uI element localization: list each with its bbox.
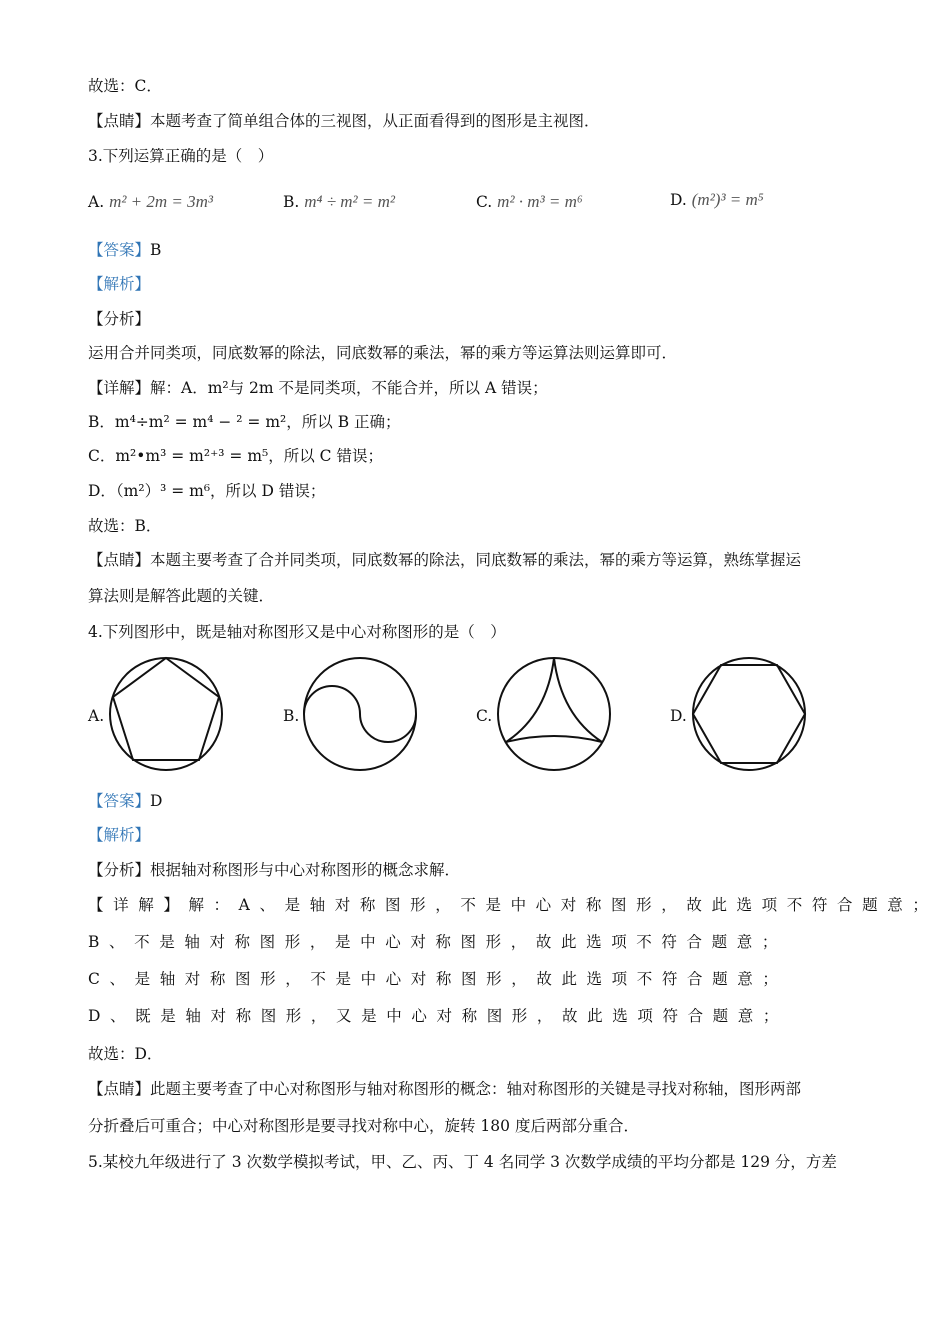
detail-3-c: C．m²•m³ = m²⁺³ = m⁵，所以 C 错误； <box>88 447 383 465</box>
q4-label-d: D. <box>670 707 687 725</box>
detail-3-b: B．m⁴÷m² = m⁴ − ² = m²，所以 B 正确； <box>88 413 401 431</box>
q4-label-a: A. <box>88 707 105 725</box>
q3-option-c: C. m² · m³ = m⁶ <box>476 192 583 211</box>
q3-option-b-expr: m⁴ ÷ m² = m² <box>304 192 396 211</box>
answer-3: 【答案】B <box>88 241 162 259</box>
detail-4-line1: 【详解】解：A、是轴对称图形，不是中心对称图形，故此选项不符合题意； <box>88 896 938 914</box>
q4-label-c: C. <box>476 707 493 725</box>
q3-option-d-expr: (m²)³ = m⁵ <box>691 190 764 209</box>
detail-3-d: D．（m²）³ = m⁶，所以 D 错误； <box>88 482 326 500</box>
choice-3: 故选：B． <box>88 517 162 535</box>
comment-4-line2: 分折叠后可重合；中心对称图形是要寻找对称中心，旋转 180 度后两部分重合． <box>88 1117 639 1135</box>
q3-option-a: A. m² + 2m = 3m³ <box>88 192 214 211</box>
q3-option-c-expr: m² · m³ = m⁶ <box>497 192 583 211</box>
comment-3-line1: 【点睛】本题主要考查了合并同类项，同底数幂的除法，同底数幂的乘法，幂的乘方等运算，熟练掌握运 <box>88 551 802 569</box>
q3-option-b: B. m⁴ ÷ m² = m² <box>283 192 396 211</box>
fenxi-3-text: 运用合并同类项，同底数幂的除法，同底数幂的乘法，幂的乘方等运算法则运算即可． <box>88 344 678 362</box>
analysis-3-heading: 【解析】 <box>88 275 151 293</box>
yin-yang-figure <box>301 655 419 773</box>
question-3: 3.下列运算正确的是（ ） <box>88 147 274 165</box>
question-5: 5.某校九年级进行了 3 次数学模拟考试，甲、乙、丙、丁 4 名同学 3 次数学成绩的平均分都是 129 分，方差 <box>88 1153 837 1171</box>
detail-4-line4: D、既是轴对称图形，又是中心对称图形，故此选项符合题意； <box>88 1007 789 1025</box>
answer-choice-c: 故选：C． <box>88 77 162 95</box>
detail-4-line2: B、不是轴对称图形，是中心对称图形，故此选项不符合题意； <box>88 933 787 951</box>
detail-4-line3: C、是轴对称图形，不是中心对称图形，故此选项不符合题意； <box>88 970 788 988</box>
detail-3-a: 【详解】解：A．m²与 2m 不是同类项，不能合并，所以 A 错误； <box>88 379 548 397</box>
pentagon-in-circle-figure <box>107 655 225 773</box>
question-4: 4.下列图形中，既是轴对称图形又是中心对称图形的是（ ） <box>88 623 506 641</box>
comment-q2: 【点睛】本题考查了简单组合体的三视图，从正面看得到的图形是主视图． <box>88 112 600 130</box>
comment-4-line1: 【点睛】此题主要考查了中心对称图形与轴对称图形的概念：轴对称图形的关键是寻找对称轴，图形两部 <box>88 1080 802 1098</box>
reuleaux-triangle-figure <box>495 655 613 773</box>
choice-4: 故选：D． <box>88 1045 163 1063</box>
answer-4: 【答案】D <box>88 792 163 810</box>
q3-option-a-expr: m² + 2m = 3m³ <box>109 192 214 211</box>
q4-label-b: B. <box>283 707 300 725</box>
hexagon-in-circle-figure <box>690 655 808 773</box>
fenxi-4: 【分析】根据轴对称图形与中心对称图形的概念求解． <box>88 861 461 879</box>
fenxi-3-heading: 【分析】 <box>88 310 151 328</box>
q3-option-d: D. (m²)³ = m⁵ <box>670 190 764 209</box>
analysis-4-heading: 【解析】 <box>88 826 151 844</box>
comment-3-line2: 算法则是解答此题的关键． <box>88 587 275 605</box>
